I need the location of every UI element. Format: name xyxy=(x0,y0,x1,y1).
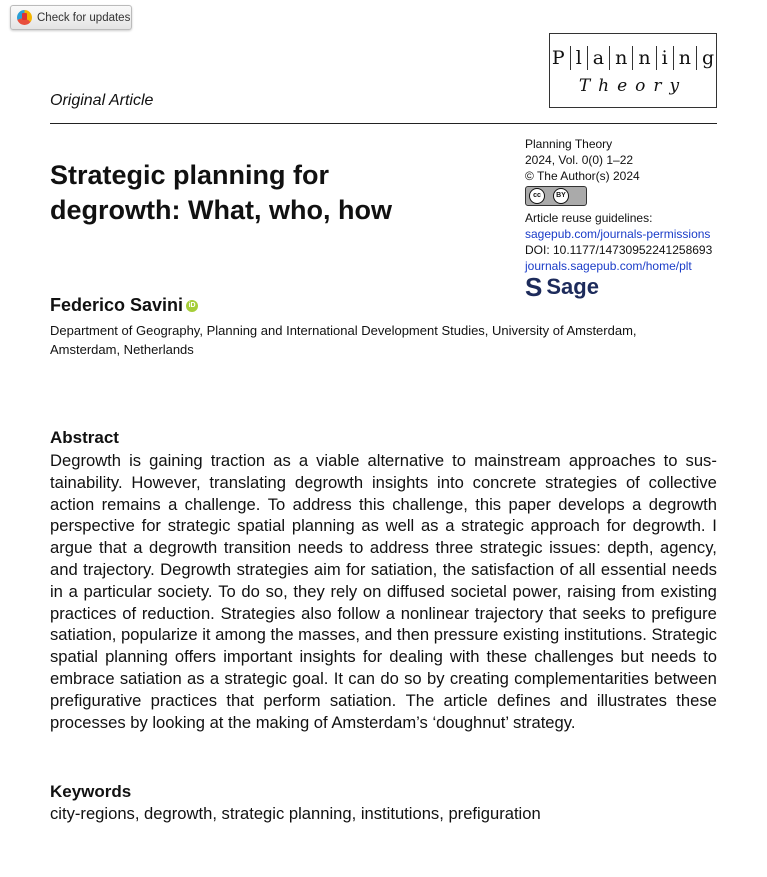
abstract-line: embrace satiation as a strategic goal. It can do so by creating complementarities between xyxy=(50,668,717,688)
abstract-heading: Abstract xyxy=(50,428,119,447)
journal-link[interactable]: journals.sagepub.com/home/plt xyxy=(525,259,692,274)
title-line: Strategic planning for xyxy=(50,160,330,190)
sage-s-icon: S xyxy=(525,272,543,303)
abstract-line: practices of reduction. Strategies also follow a nonlinear trajectory that seeks to prefigure xyxy=(50,603,717,623)
abstract-line: satiation, popularize it among the masses, and then pressure existing institutions. Strategic xyxy=(50,625,717,645)
logo-letter: g xyxy=(696,46,719,70)
abstract-line: Degrowth is gaining traction as a viable alternative to mainstream approaches to sus- xyxy=(50,451,717,470)
journal-metadata xyxy=(525,136,713,303)
orcid-icon[interactable]: iD xyxy=(186,300,198,312)
logo-letter: a xyxy=(587,46,609,70)
author-name: Federico Savini xyxy=(50,295,184,315)
logo-letters xyxy=(550,46,716,70)
keywords-heading: Keywords xyxy=(50,782,132,801)
bookmark-icon xyxy=(17,10,32,25)
abstract-body xyxy=(50,450,717,733)
journal-logo xyxy=(549,33,717,108)
journal-name: Planning Theory xyxy=(525,137,613,151)
abstract-line: perspective for strategic spatial planning as well as a strategic approach for degrowth. I xyxy=(50,516,717,536)
abstract-line: tainability. However, translating degrowth insights into concrete strategies of collective xyxy=(50,472,717,492)
cc-icon: cc xyxy=(529,188,545,204)
by-icon: BY xyxy=(553,188,569,204)
permissions-link[interactable]: sagepub.com/journals-permissions xyxy=(525,226,711,241)
logo-letter: n xyxy=(673,46,696,70)
volume-info: 2024, Vol. 0(0) 1–22 xyxy=(525,153,634,168)
abstract-line: and trajectory. Degrowth strategies aim for satiation, the satisfaction of all essential needs xyxy=(50,559,717,579)
abstract-line: processes by looking at the making of Amsterdam’s ‘doughnut’ strategy. xyxy=(50,712,576,732)
doi: DOI: 10.1177/14730952241258693 xyxy=(525,243,713,258)
logo-letter: P xyxy=(551,47,565,69)
logo-subtitle: Theory xyxy=(578,76,688,96)
logo-letter: i xyxy=(656,46,673,70)
keywords: city-regions, degrowth, strategic planning, institutions, prefiguration xyxy=(50,804,541,823)
check-updates-label: Check for updates xyxy=(37,11,131,24)
affiliation xyxy=(50,321,730,359)
abstract-line: argue that a degrowth transition needs to address three strategic issues: depth, agency, xyxy=(50,538,717,558)
logo-letter: n xyxy=(632,46,655,70)
affiliation-line: Department of Geography, Planning and International Development Studies, University of Amsterdam, xyxy=(50,323,637,338)
reuse-label: Article reuse guidelines: xyxy=(525,210,653,225)
copyright: © The Author(s) 2024 xyxy=(525,169,640,184)
cc-by-license-icon[interactable] xyxy=(525,186,587,206)
article-type: Original Article xyxy=(50,92,154,109)
divider xyxy=(50,123,717,124)
abstract-line: prefigurative practices that perform satiation. The article defines and illustrates these xyxy=(50,690,717,710)
author xyxy=(50,295,198,316)
page-title xyxy=(50,158,510,228)
check-for-updates-button[interactable] xyxy=(10,5,132,30)
affiliation-line: Amsterdam, Netherlands xyxy=(50,342,194,357)
abstract-line: in a particular society. To do so, they rely on diffused societal power, raising from existing xyxy=(50,581,717,601)
abstract-line: action remains a challenge. To address this challenge, this paper develops a degrowth xyxy=(50,494,717,514)
publisher-name: Sage xyxy=(546,274,599,300)
logo-letter: n xyxy=(609,46,632,70)
title-line: degrowth: What, who, how xyxy=(50,195,392,225)
sage-logo xyxy=(525,272,712,303)
logo-letter: l xyxy=(570,46,587,70)
abstract-line: spatial planning offers important insights for dealing with these challenges but needs to xyxy=(50,647,717,667)
